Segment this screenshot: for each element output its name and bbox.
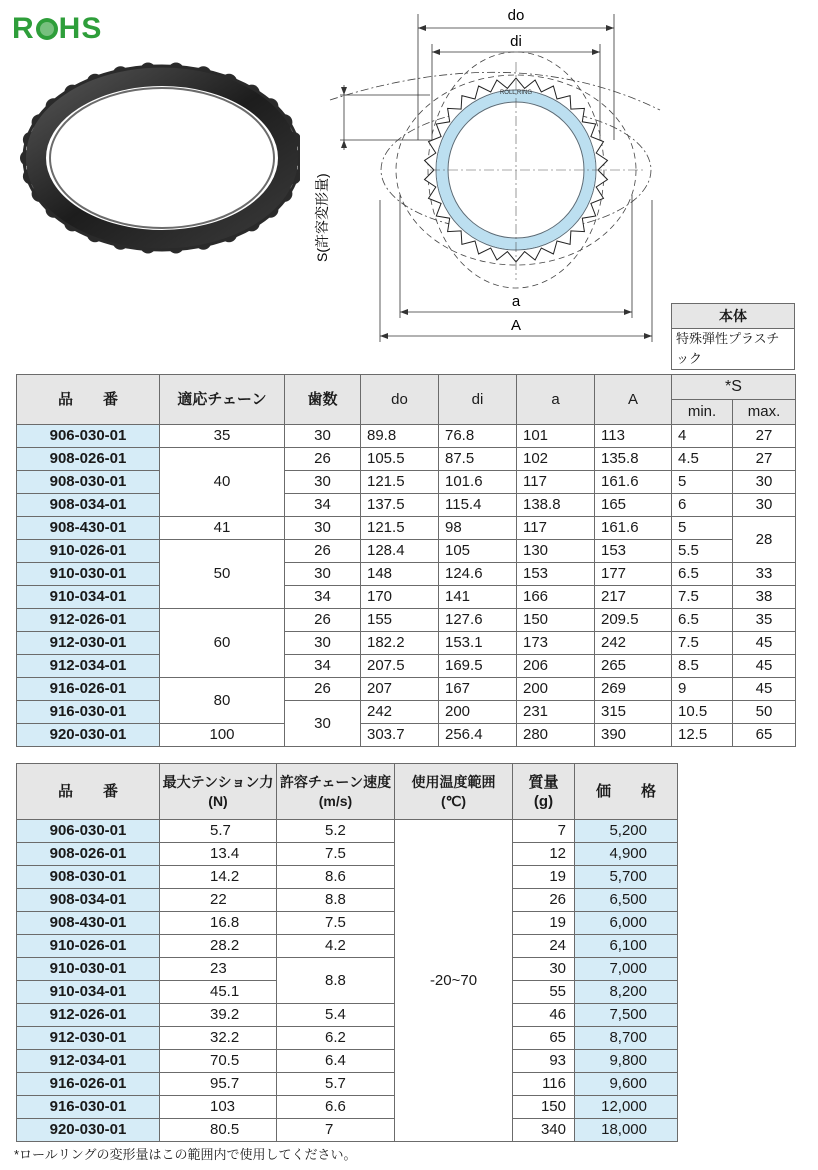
- di-value: 141: [439, 586, 517, 609]
- s-max-value: 45: [733, 632, 796, 655]
- part-number: 916-030-01: [17, 1096, 160, 1119]
- t2-header-price: 価 格: [575, 764, 678, 820]
- tension-value: 45.1: [160, 981, 277, 1004]
- mass-value: 150: [513, 1096, 575, 1119]
- part-number: 908-030-01: [17, 471, 160, 494]
- speed-value: 8.6: [277, 866, 395, 889]
- part-number: 910-034-01: [17, 981, 160, 1004]
- do-value: 105.5: [361, 448, 439, 471]
- speed-value: 7.5: [277, 843, 395, 866]
- do-value: 207: [361, 678, 439, 701]
- t2-header-speed-label: 許容チェーン速度: [279, 773, 392, 790]
- table-row: [17, 843, 678, 866]
- tension-value: 95.7: [160, 1073, 277, 1096]
- di-value: 169.5: [439, 655, 517, 678]
- di-value: 124.6: [439, 563, 517, 586]
- teeth-count: 30: [285, 517, 361, 540]
- price-value: 5,200: [575, 820, 678, 843]
- t1-header-di: di: [439, 375, 517, 425]
- part-number: 912-026-01: [17, 1004, 160, 1027]
- body-header: 本体: [672, 304, 795, 329]
- speed-value: 6.2: [277, 1027, 395, 1050]
- table-row: [17, 1004, 678, 1027]
- tension-value: 16.8: [160, 912, 277, 935]
- table-row: [17, 701, 796, 724]
- speed-value: 5.7: [277, 1073, 395, 1096]
- di-value: 167: [439, 678, 517, 701]
- teeth-count: 30: [285, 563, 361, 586]
- a-value: 206: [517, 655, 595, 678]
- di-value: 127.6: [439, 609, 517, 632]
- do-value: 137.5: [361, 494, 439, 517]
- a-value: 173: [517, 632, 595, 655]
- table-row: [17, 678, 796, 701]
- A-value: 153: [595, 540, 672, 563]
- t1-header-chain: 適応チェーン: [160, 375, 285, 425]
- technical-diagram: [300, 0, 670, 350]
- a-value: 117: [517, 517, 595, 540]
- di-value: 101.6: [439, 471, 517, 494]
- mass-value: 65: [513, 1027, 575, 1050]
- mass-value: 19: [513, 866, 575, 889]
- table-row: [17, 540, 796, 563]
- price-value: 6,000: [575, 912, 678, 935]
- A-value: 165: [595, 494, 672, 517]
- s-max-value: 65: [733, 724, 796, 747]
- tension-value: 70.5: [160, 1050, 277, 1073]
- mass-value: 30: [513, 958, 575, 981]
- price-value: 6,100: [575, 935, 678, 958]
- part-number: 912-026-01: [17, 609, 160, 632]
- table-row: [17, 609, 796, 632]
- part-number: 916-026-01: [17, 1073, 160, 1096]
- di-label: di: [510, 33, 522, 50]
- table-row: [17, 586, 796, 609]
- do-value: 303.7: [361, 724, 439, 747]
- t1-header-A: A: [595, 375, 672, 425]
- part-number: 908-026-01: [17, 448, 160, 471]
- t2-header-tension-unit: (N): [208, 792, 228, 809]
- table-row: [17, 889, 678, 912]
- do-value: 207.5: [361, 655, 439, 678]
- s-max-value: 50: [733, 701, 796, 724]
- mass-value: 26: [513, 889, 575, 912]
- t2-header-tension: [160, 764, 277, 820]
- mass-value: 12: [513, 843, 575, 866]
- price-value: 12,000: [575, 1096, 678, 1119]
- A-value: 161.6: [595, 471, 672, 494]
- table-row: [17, 958, 678, 981]
- table-row: [17, 494, 796, 517]
- part-number: 916-030-01: [17, 701, 160, 724]
- speed-value: 7: [277, 1119, 395, 1142]
- table-row: [17, 1119, 678, 1142]
- ring-text: ROLL RING: [499, 90, 533, 96]
- price-value: 9,800: [575, 1050, 678, 1073]
- A-value: 113: [595, 425, 672, 448]
- tension-value: 80.5: [160, 1119, 277, 1142]
- t2-header-temp: [395, 764, 513, 820]
- part-number: 908-034-01: [17, 889, 160, 912]
- di-value: 98: [439, 517, 517, 540]
- s-max-value: 30: [733, 471, 796, 494]
- s-min-value: 6.5: [672, 563, 733, 586]
- mass-value: 116: [513, 1073, 575, 1096]
- price-value: 18,000: [575, 1119, 678, 1142]
- s-max-value: 27: [733, 448, 796, 471]
- temperature-range: -20~70: [395, 820, 513, 1142]
- di-value: 115.4: [439, 494, 517, 517]
- speed-value: 4.2: [277, 935, 395, 958]
- spec-price-table: [16, 763, 678, 1142]
- do-label: do: [507, 7, 525, 24]
- mass-value: 93: [513, 1050, 575, 1073]
- tension-value: 23: [160, 958, 277, 981]
- s-min-value: 4.5: [672, 448, 733, 471]
- part-number: 910-030-01: [17, 958, 160, 981]
- A-value: 209.5: [595, 609, 672, 632]
- footnote: *ロールリングの変形量はこの範囲内で使用してください。: [14, 1147, 357, 1162]
- chain-size: 50: [160, 540, 285, 609]
- part-number: 906-030-01: [17, 425, 160, 448]
- part-number: 910-030-01: [17, 563, 160, 586]
- body-value: 特殊弾性プラスチック: [672, 329, 795, 370]
- table-row: [17, 471, 796, 494]
- do-value: 182.2: [361, 632, 439, 655]
- s-min-value: 9: [672, 678, 733, 701]
- chain-size: 40: [160, 448, 285, 517]
- do-value: 242: [361, 701, 439, 724]
- a-value: 166: [517, 586, 595, 609]
- table-row: [17, 655, 796, 678]
- a-value: 150: [517, 609, 595, 632]
- s-min-value: 7.5: [672, 632, 733, 655]
- part-number: 920-030-01: [17, 1119, 160, 1142]
- teeth-count: 26: [285, 678, 361, 701]
- di-value: 200: [439, 701, 517, 724]
- a-label: a: [511, 293, 521, 310]
- globe-icon: [36, 18, 58, 40]
- mass-value: 340: [513, 1119, 575, 1142]
- teeth-count: 26: [285, 540, 361, 563]
- t1-header-a: a: [517, 375, 595, 425]
- tension-value: 28.2: [160, 935, 277, 958]
- A-value: 390: [595, 724, 672, 747]
- chain-size: 35: [160, 425, 285, 448]
- part-number: 908-030-01: [17, 866, 160, 889]
- table-row: [17, 935, 678, 958]
- t2-header-tension-label: 最大テンション力: [162, 773, 274, 790]
- price-value: 9,600: [575, 1073, 678, 1096]
- chain-size: 60: [160, 609, 285, 678]
- table-row: [17, 425, 796, 448]
- s-min-value: 6: [672, 494, 733, 517]
- table-row: [17, 866, 678, 889]
- part-number: 906-030-01: [17, 820, 160, 843]
- tension-value: 13.4: [160, 843, 277, 866]
- teeth-count: 30: [285, 471, 361, 494]
- speed-value: 7.5: [277, 912, 395, 935]
- tension-value: 22: [160, 889, 277, 912]
- price-value: 4,900: [575, 843, 678, 866]
- s-min-value: 12.5: [672, 724, 733, 747]
- table-row: [17, 1096, 678, 1119]
- table-row: [17, 912, 678, 935]
- part-number: 908-430-01: [17, 517, 160, 540]
- teeth-count: 34: [285, 655, 361, 678]
- a-value: 130: [517, 540, 595, 563]
- A-value: 265: [595, 655, 672, 678]
- mass-value: 55: [513, 981, 575, 1004]
- di-value: 105: [439, 540, 517, 563]
- A-value: 135.8: [595, 448, 672, 471]
- table-row: [17, 820, 678, 843]
- speed-value: 6.4: [277, 1050, 395, 1073]
- s-min-value: 7.5: [672, 586, 733, 609]
- tension-value: 32.2: [160, 1027, 277, 1050]
- teeth-count: 26: [285, 448, 361, 471]
- tension-value: 5.7: [160, 820, 277, 843]
- di-value: 153.1: [439, 632, 517, 655]
- do-value: 148: [361, 563, 439, 586]
- teeth-count: 34: [285, 494, 361, 517]
- do-value: 89.8: [361, 425, 439, 448]
- t1-header-teeth: 歯数: [285, 375, 361, 425]
- t2-header-speed: [277, 764, 395, 820]
- A-value: 161.6: [595, 517, 672, 540]
- table-row: [17, 724, 796, 747]
- do-value: 121.5: [361, 517, 439, 540]
- a-value: 117: [517, 471, 595, 494]
- s-min-value: 8.5: [672, 655, 733, 678]
- A-value: 177: [595, 563, 672, 586]
- table-row: [17, 517, 796, 540]
- a-value: 200: [517, 678, 595, 701]
- a-value: 101: [517, 425, 595, 448]
- tension-value: 39.2: [160, 1004, 277, 1027]
- s-min-value: 5: [672, 471, 733, 494]
- s-min-value: 6.5: [672, 609, 733, 632]
- t2-header-temp-unit: (℃): [440, 792, 467, 809]
- table-row: [17, 1073, 678, 1096]
- part-number: 912-030-01: [17, 1027, 160, 1050]
- s-min-value: 4: [672, 425, 733, 448]
- dimension-table: [16, 374, 796, 747]
- t1-header-s: *S: [672, 375, 796, 400]
- part-number: 912-034-01: [17, 1050, 160, 1073]
- teeth-count: 30: [285, 425, 361, 448]
- speed-value: 8.8: [277, 958, 395, 1004]
- price-value: 8,200: [575, 981, 678, 1004]
- do-value: 170: [361, 586, 439, 609]
- a-value: 102: [517, 448, 595, 471]
- table-row: [17, 448, 796, 471]
- s-max-value: 28: [733, 517, 796, 563]
- part-number: 912-030-01: [17, 632, 160, 655]
- teeth-count: 30: [285, 701, 361, 747]
- tension-value: 14.2: [160, 866, 277, 889]
- price-value: 5,700: [575, 866, 678, 889]
- part-number: 920-030-01: [17, 724, 160, 747]
- A-value: 315: [595, 701, 672, 724]
- part-number: 912-034-01: [17, 655, 160, 678]
- part-number: 910-026-01: [17, 935, 160, 958]
- price-value: 8,700: [575, 1027, 678, 1050]
- teeth-count: 26: [285, 609, 361, 632]
- do-value: 121.5: [361, 471, 439, 494]
- part-number: 910-034-01: [17, 586, 160, 609]
- s-max-value: 45: [733, 655, 796, 678]
- chain-size: 80: [160, 678, 285, 724]
- s-min-value: 5: [672, 517, 733, 540]
- t2-header-speed-unit: (m/s): [318, 792, 353, 809]
- s-max-value: 30: [733, 494, 796, 517]
- A-value: 242: [595, 632, 672, 655]
- t1-header-max: max.: [733, 400, 796, 425]
- s-max-value: 27: [733, 425, 796, 448]
- price-value: 7,500: [575, 1004, 678, 1027]
- product-photo: [20, 60, 300, 260]
- body-material-table: [671, 303, 795, 370]
- mass-value: 19: [513, 912, 575, 935]
- part-number: 910-026-01: [17, 540, 160, 563]
- rohs-logo: R HS: [12, 12, 103, 45]
- t2-header-temp-label: 使用温度範囲: [411, 773, 496, 790]
- t2-header-part: 品 番: [17, 764, 160, 820]
- t1-header-min: min.: [672, 400, 733, 425]
- t2-header-mass: [513, 764, 575, 820]
- a-value: 231: [517, 701, 595, 724]
- s-label: S(許容変形量): [314, 173, 330, 262]
- do-value: 155: [361, 609, 439, 632]
- t1-header-part: 品 番: [17, 375, 160, 425]
- t2-header-mass-unit: (g): [533, 792, 554, 810]
- teeth-count: 30: [285, 632, 361, 655]
- a-value: 280: [517, 724, 595, 747]
- A-label: A: [510, 317, 522, 334]
- part-number: 908-430-01: [17, 912, 160, 935]
- mass-value: 46: [513, 1004, 575, 1027]
- chain-size: 41: [160, 517, 285, 540]
- a-value: 138.8: [517, 494, 595, 517]
- s-max-value: 45: [733, 678, 796, 701]
- speed-value: 6.6: [277, 1096, 395, 1119]
- table-row: [17, 632, 796, 655]
- di-value: 87.5: [439, 448, 517, 471]
- speed-value: 5.2: [277, 820, 395, 843]
- table-row: [17, 1050, 678, 1073]
- tension-value: 103: [160, 1096, 277, 1119]
- part-number: 916-026-01: [17, 678, 160, 701]
- s-max-value: 35: [733, 609, 796, 632]
- a-value: 153: [517, 563, 595, 586]
- teeth-count: 34: [285, 586, 361, 609]
- part-number: 908-034-01: [17, 494, 160, 517]
- speed-value: 5.4: [277, 1004, 395, 1027]
- s-max-value: 38: [733, 586, 796, 609]
- A-value: 217: [595, 586, 672, 609]
- chain-size: 100: [160, 724, 285, 747]
- t2-header-mass-label: 質量: [528, 773, 559, 791]
- mass-value: 7: [513, 820, 575, 843]
- price-value: 7,000: [575, 958, 678, 981]
- s-max-value: 33: [733, 563, 796, 586]
- s-min-value: 10.5: [672, 701, 733, 724]
- di-value: 256.4: [439, 724, 517, 747]
- part-number: 908-026-01: [17, 843, 160, 866]
- table-row: [17, 563, 796, 586]
- di-value: 76.8: [439, 425, 517, 448]
- price-value: 6,500: [575, 889, 678, 912]
- A-value: 269: [595, 678, 672, 701]
- table-row: [17, 1027, 678, 1050]
- mass-value: 24: [513, 935, 575, 958]
- s-min-value: 5.5: [672, 540, 733, 563]
- speed-value: 8.8: [277, 889, 395, 912]
- t1-header-do: do: [361, 375, 439, 425]
- do-value: 128.4: [361, 540, 439, 563]
